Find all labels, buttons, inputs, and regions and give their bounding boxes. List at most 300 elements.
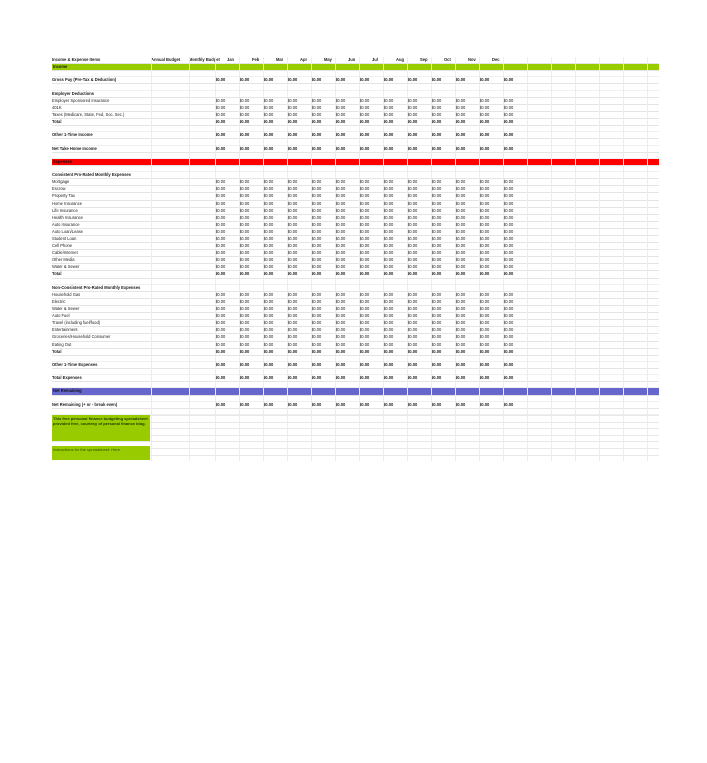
month-cell[interactable]: $0.00 xyxy=(263,306,274,312)
month-cell[interactable]: $0.00 xyxy=(263,243,274,249)
month-cell[interactable]: $0.00 xyxy=(479,77,490,83)
monthly-budget-cell[interactable]: $0.00 xyxy=(215,348,226,354)
month-cell[interactable]: $0.00 xyxy=(287,313,298,319)
month-cell[interactable]: $0.00 xyxy=(239,348,250,354)
month-cell[interactable]: $0.00 xyxy=(383,145,394,151)
month-cell[interactable]: $0.00 xyxy=(359,306,370,312)
annual-budget-header[interactable]: Annual Budget xyxy=(151,57,181,62)
month-cell[interactable]: $0.00 xyxy=(335,271,346,277)
month-cell[interactable]: $0.00 xyxy=(455,375,466,381)
month-cell[interactable]: $0.00 xyxy=(455,271,466,277)
month-cell[interactable]: $0.00 xyxy=(287,119,298,125)
month-cell[interactable]: $0.00 xyxy=(407,104,418,110)
month-cell[interactable]: $0.00 xyxy=(239,257,250,263)
month-cell[interactable]: $0.00 xyxy=(455,334,466,340)
month-cell[interactable]: $0.00 xyxy=(455,298,466,304)
month-cell[interactable]: $0.00 xyxy=(407,214,418,220)
month-cell[interactable]: $0.00 xyxy=(503,334,514,340)
monthly-budget-cell[interactable]: $0.00 xyxy=(215,132,226,138)
month-cell[interactable]: $0.00 xyxy=(407,250,418,256)
month-cell[interactable]: $0.00 xyxy=(359,375,370,381)
month-cell[interactable]: $0.00 xyxy=(263,298,274,304)
month-cell[interactable]: $0.00 xyxy=(383,334,394,340)
month-cell[interactable]: $0.00 xyxy=(431,257,442,263)
month-cell[interactable]: $0.00 xyxy=(431,361,442,367)
month-cell[interactable]: $0.00 xyxy=(383,221,394,227)
month-cell[interactable]: $0.00 xyxy=(479,298,490,304)
month-cell[interactable]: $0.00 xyxy=(263,361,274,367)
month-header-sep[interactable]: Sep xyxy=(420,57,428,62)
month-cell[interactable]: $0.00 xyxy=(431,214,442,220)
month-cell[interactable]: $0.00 xyxy=(311,327,322,333)
month-cell[interactable]: $0.00 xyxy=(503,320,514,326)
month-cell[interactable]: $0.00 xyxy=(359,119,370,125)
month-cell[interactable]: $0.00 xyxy=(359,186,370,192)
month-cell[interactable]: $0.00 xyxy=(263,375,274,381)
month-cell[interactable]: $0.00 xyxy=(335,193,346,199)
month-cell[interactable]: $0.00 xyxy=(239,243,250,249)
row-label[interactable]: Property Tax xyxy=(52,193,75,199)
monthly-budget-cell[interactable]: $0.00 xyxy=(215,271,226,277)
row-label[interactable]: Other 1-Time Expenses xyxy=(52,361,98,367)
row-label[interactable]: Household Gas xyxy=(52,291,81,297)
month-cell[interactable]: $0.00 xyxy=(455,132,466,138)
month-cell[interactable]: $0.00 xyxy=(407,236,418,241)
monthly-budget-cell[interactable]: $0.00 xyxy=(215,320,226,326)
month-cell[interactable]: $0.00 xyxy=(335,401,346,407)
month-cell[interactable]: $0.00 xyxy=(455,327,466,333)
month-cell[interactable]: $0.00 xyxy=(263,334,274,340)
month-cell[interactable]: $0.00 xyxy=(359,214,370,220)
month-cell[interactable]: $0.00 xyxy=(359,200,370,206)
month-cell[interactable]: $0.00 xyxy=(263,193,274,199)
monthly-budget-cell[interactable]: $0.00 xyxy=(215,257,226,263)
month-cell[interactable]: $0.00 xyxy=(335,361,346,367)
row-label[interactable]: Health Insurance xyxy=(52,214,83,220)
month-cell[interactable]: $0.00 xyxy=(335,375,346,381)
month-cell[interactable]: $0.00 xyxy=(407,401,418,407)
monthly-budget-cell[interactable]: $0.00 xyxy=(215,291,226,297)
month-cell[interactable]: $0.00 xyxy=(335,111,346,117)
month-cell[interactable]: $0.00 xyxy=(311,228,322,234)
month-cell[interactable]: $0.00 xyxy=(335,104,346,110)
month-cell[interactable]: $0.00 xyxy=(503,271,514,277)
month-cell[interactable]: $0.00 xyxy=(239,186,250,192)
month-header-jun[interactable]: Jun xyxy=(348,57,356,62)
month-cell[interactable]: $0.00 xyxy=(455,306,466,312)
month-cell[interactable]: $0.00 xyxy=(287,401,298,407)
month-cell[interactable]: $0.00 xyxy=(335,214,346,220)
month-cell[interactable]: $0.00 xyxy=(407,327,418,333)
month-cell[interactable]: $0.00 xyxy=(359,236,370,241)
month-cell[interactable]: $0.00 xyxy=(503,228,514,234)
month-cell[interactable]: $0.00 xyxy=(479,104,490,110)
row-label[interactable]: Total xyxy=(52,271,62,277)
month-cell[interactable]: $0.00 xyxy=(407,221,418,227)
row-label[interactable]: Electric xyxy=(52,298,66,304)
monthly-budget-cell[interactable]: $0.00 xyxy=(215,341,226,347)
month-cell[interactable]: $0.00 xyxy=(263,179,274,185)
row-label[interactable]: Total xyxy=(52,119,62,125)
month-cell[interactable]: $0.00 xyxy=(287,348,298,354)
month-cell[interactable]: $0.00 xyxy=(239,271,250,277)
month-cell[interactable]: $0.00 xyxy=(239,228,250,234)
month-cell[interactable]: $0.00 xyxy=(239,97,250,103)
month-cell[interactable]: $0.00 xyxy=(407,298,418,304)
month-cell[interactable]: $0.00 xyxy=(431,145,442,151)
month-cell[interactable]: $0.00 xyxy=(455,348,466,354)
month-cell[interactable]: $0.00 xyxy=(479,193,490,199)
month-cell[interactable]: $0.00 xyxy=(383,228,394,234)
month-cell[interactable]: $0.00 xyxy=(503,341,514,347)
month-cell[interactable]: $0.00 xyxy=(287,361,298,367)
month-cell[interactable]: $0.00 xyxy=(311,250,322,256)
row-label[interactable]: Income & Expense Items xyxy=(52,57,101,62)
month-cell[interactable]: $0.00 xyxy=(383,257,394,263)
month-cell[interactable]: $0.00 xyxy=(335,348,346,354)
month-cell[interactable]: $0.00 xyxy=(335,145,346,151)
month-cell[interactable]: $0.00 xyxy=(431,271,442,277)
month-cell[interactable]: $0.00 xyxy=(335,132,346,138)
month-cell[interactable]: $0.00 xyxy=(239,145,250,151)
instructions-link[interactable]: Instructions for the spreadsheet: Here xyxy=(52,446,150,460)
month-cell[interactable]: $0.00 xyxy=(503,145,514,151)
month-cell[interactable]: $0.00 xyxy=(407,341,418,347)
month-header-apr[interactable]: Apr xyxy=(300,57,308,62)
month-cell[interactable]: $0.00 xyxy=(479,221,490,227)
month-cell[interactable]: $0.00 xyxy=(359,334,370,340)
month-cell[interactable]: $0.00 xyxy=(431,228,442,234)
month-cell[interactable]: $0.00 xyxy=(263,221,274,227)
month-cell[interactable]: $0.00 xyxy=(479,97,490,103)
month-cell[interactable]: $0.00 xyxy=(335,186,346,192)
month-cell[interactable]: $0.00 xyxy=(287,186,298,192)
month-cell[interactable]: $0.00 xyxy=(383,200,394,206)
month-cell[interactable]: $0.00 xyxy=(359,104,370,110)
month-cell[interactable]: $0.00 xyxy=(311,214,322,220)
month-cell[interactable]: $0.00 xyxy=(503,193,514,199)
month-cell[interactable]: $0.00 xyxy=(287,193,298,199)
month-cell[interactable]: $0.00 xyxy=(287,341,298,347)
month-cell[interactable]: $0.00 xyxy=(407,313,418,319)
month-cell[interactable]: $0.00 xyxy=(239,104,250,110)
month-cell[interactable]: $0.00 xyxy=(455,291,466,297)
month-cell[interactable]: $0.00 xyxy=(359,291,370,297)
month-cell[interactable]: $0.00 xyxy=(479,228,490,234)
month-cell[interactable]: $0.00 xyxy=(431,327,442,333)
monthly-budget-cell[interactable]: $0.00 xyxy=(215,298,226,304)
month-cell[interactable]: $0.00 xyxy=(239,334,250,340)
row-label[interactable]: Total Expenses xyxy=(52,375,82,381)
row-label[interactable]: Net Take Home Income xyxy=(52,145,97,151)
month-cell[interactable]: $0.00 xyxy=(383,361,394,367)
month-cell[interactable]: $0.00 xyxy=(455,186,466,192)
month-cell[interactable]: $0.00 xyxy=(311,257,322,263)
month-cell[interactable]: $0.00 xyxy=(383,243,394,249)
month-cell[interactable]: $0.00 xyxy=(431,200,442,206)
row-label[interactable]: Water & Sewer xyxy=(52,306,80,312)
row-label[interactable]: Cell Phone xyxy=(52,243,73,249)
month-cell[interactable]: $0.00 xyxy=(383,179,394,185)
month-cell[interactable]: $0.00 xyxy=(239,313,250,319)
month-cell[interactable]: $0.00 xyxy=(479,111,490,117)
month-cell[interactable]: $0.00 xyxy=(287,132,298,138)
month-cell[interactable]: $0.00 xyxy=(311,111,322,117)
month-cell[interactable]: $0.00 xyxy=(311,341,322,347)
month-cell[interactable]: $0.00 xyxy=(431,179,442,185)
month-cell[interactable]: $0.00 xyxy=(383,320,394,326)
month-cell[interactable]: $0.00 xyxy=(239,341,250,347)
month-cell[interactable]: $0.00 xyxy=(263,119,274,125)
row-label[interactable]: Consistent Pro-Rated Monthly Expenses xyxy=(52,172,131,178)
month-cell[interactable]: $0.00 xyxy=(431,221,442,227)
month-cell[interactable]: $0.00 xyxy=(479,348,490,354)
month-cell[interactable]: $0.00 xyxy=(407,145,418,151)
month-cell[interactable]: $0.00 xyxy=(503,348,514,354)
month-cell[interactable]: $0.00 xyxy=(479,361,490,367)
month-cell[interactable]: $0.00 xyxy=(383,214,394,220)
month-cell[interactable]: $0.00 xyxy=(359,207,370,213)
month-cell[interactable]: $0.00 xyxy=(287,375,298,381)
month-cell[interactable]: $0.00 xyxy=(455,341,466,347)
month-cell[interactable]: $0.00 xyxy=(383,313,394,319)
month-cell[interactable]: $0.00 xyxy=(239,375,250,381)
month-cell[interactable]: $0.00 xyxy=(503,214,514,220)
month-cell[interactable]: $0.00 xyxy=(431,250,442,256)
month-cell[interactable]: $0.00 xyxy=(335,257,346,263)
month-cell[interactable]: $0.00 xyxy=(431,264,442,270)
month-cell[interactable]: $0.00 xyxy=(431,186,442,192)
month-cell[interactable]: $0.00 xyxy=(239,236,250,241)
month-cell[interactable]: $0.00 xyxy=(407,207,418,213)
month-cell[interactable]: $0.00 xyxy=(263,186,274,192)
month-cell[interactable]: $0.00 xyxy=(431,401,442,407)
monthly-budget-cell[interactable]: $0.00 xyxy=(215,111,226,117)
month-cell[interactable]: $0.00 xyxy=(239,320,250,326)
month-cell[interactable]: $0.00 xyxy=(359,179,370,185)
month-cell[interactable]: $0.00 xyxy=(311,221,322,227)
month-cell[interactable]: $0.00 xyxy=(263,327,274,333)
row-label[interactable]: Auto Fuel xyxy=(52,313,70,319)
month-cell[interactable]: $0.00 xyxy=(287,250,298,256)
row-label[interactable]: Other Media xyxy=(52,257,75,263)
monthly-budget-cell[interactable]: $0.00 xyxy=(215,250,226,256)
month-cell[interactable]: $0.00 xyxy=(503,97,514,103)
month-cell[interactable]: $0.00 xyxy=(335,179,346,185)
month-cell[interactable]: $0.00 xyxy=(287,243,298,249)
month-cell[interactable]: $0.00 xyxy=(431,132,442,138)
month-cell[interactable]: $0.00 xyxy=(359,361,370,367)
month-cell[interactable]: $0.00 xyxy=(479,200,490,206)
month-cell[interactable]: $0.00 xyxy=(407,348,418,354)
row-label[interactable]: Non-Consistent Pro-Rated Monthly Expenses xyxy=(52,284,141,290)
month-cell[interactable]: $0.00 xyxy=(263,132,274,138)
monthly-budget-cell[interactable]: $0.00 xyxy=(215,104,226,110)
month-cell[interactable]: $0.00 xyxy=(263,313,274,319)
row-label[interactable]: Eating Out xyxy=(52,341,72,347)
month-cell[interactable]: $0.00 xyxy=(287,298,298,304)
month-cell[interactable]: $0.00 xyxy=(311,243,322,249)
month-cell[interactable]: $0.00 xyxy=(311,375,322,381)
month-cell[interactable]: $0.00 xyxy=(455,236,466,241)
month-cell[interactable]: $0.00 xyxy=(335,341,346,347)
month-cell[interactable]: $0.00 xyxy=(335,119,346,125)
month-cell[interactable]: $0.00 xyxy=(359,341,370,347)
monthly-budget-cell[interactable]: $0.00 xyxy=(215,97,226,103)
month-cell[interactable]: $0.00 xyxy=(263,401,274,407)
month-cell[interactable]: $0.00 xyxy=(263,320,274,326)
month-cell[interactable]: $0.00 xyxy=(311,145,322,151)
month-cell[interactable]: $0.00 xyxy=(503,361,514,367)
month-cell[interactable]: $0.00 xyxy=(479,179,490,185)
month-cell[interactable]: $0.00 xyxy=(335,334,346,340)
month-header-jul[interactable]: Jul xyxy=(372,57,378,62)
monthly-budget-cell[interactable]: $0.00 xyxy=(215,207,226,213)
month-cell[interactable]: $0.00 xyxy=(383,104,394,110)
monthly-budget-cell[interactable]: $0.00 xyxy=(215,145,226,151)
month-cell[interactable]: $0.00 xyxy=(455,77,466,83)
month-cell[interactable]: $0.00 xyxy=(311,97,322,103)
month-cell[interactable]: $0.00 xyxy=(239,119,250,125)
month-cell[interactable]: $0.00 xyxy=(455,111,466,117)
month-cell[interactable]: $0.00 xyxy=(335,207,346,213)
month-cell[interactable]: $0.00 xyxy=(431,193,442,199)
month-cell[interactable]: $0.00 xyxy=(431,236,442,241)
month-cell[interactable]: $0.00 xyxy=(311,186,322,192)
month-cell[interactable]: $0.00 xyxy=(287,320,298,326)
month-cell[interactable]: $0.00 xyxy=(455,228,466,234)
month-cell[interactable]: $0.00 xyxy=(383,132,394,138)
month-header-aug[interactable]: Aug xyxy=(396,57,404,62)
month-cell[interactable]: $0.00 xyxy=(287,334,298,340)
month-cell[interactable]: $0.00 xyxy=(335,236,346,241)
row-label[interactable]: Cable/Internet xyxy=(52,250,78,256)
monthly-budget-cell[interactable]: $0.00 xyxy=(215,375,226,381)
month-cell[interactable]: $0.00 xyxy=(263,207,274,213)
row-label[interactable]: Other 1-Time Income xyxy=(52,132,93,138)
month-cell[interactable]: $0.00 xyxy=(239,193,250,199)
month-cell[interactable]: $0.00 xyxy=(503,257,514,263)
month-cell[interactable]: $0.00 xyxy=(455,207,466,213)
row-label[interactable]: Net Remaining (+ or - break even) xyxy=(52,401,118,407)
month-cell[interactable]: $0.00 xyxy=(407,111,418,117)
month-cell[interactable]: $0.00 xyxy=(383,348,394,354)
month-cell[interactable]: $0.00 xyxy=(263,200,274,206)
month-cell[interactable]: $0.00 xyxy=(383,236,394,241)
month-cell[interactable]: $0.00 xyxy=(359,228,370,234)
month-cell[interactable]: $0.00 xyxy=(455,104,466,110)
monthly-budget-cell[interactable]: $0.00 xyxy=(215,119,226,125)
row-label[interactable]: Income xyxy=(53,64,68,70)
month-cell[interactable]: $0.00 xyxy=(287,271,298,277)
month-cell[interactable]: $0.00 xyxy=(263,271,274,277)
month-cell[interactable]: $0.00 xyxy=(455,320,466,326)
month-cell[interactable]: $0.00 xyxy=(287,264,298,270)
month-cell[interactable]: $0.00 xyxy=(479,375,490,381)
month-cell[interactable]: $0.00 xyxy=(383,186,394,192)
month-cell[interactable]: $0.00 xyxy=(431,341,442,347)
month-cell[interactable]: $0.00 xyxy=(263,291,274,297)
month-cell[interactable]: $0.00 xyxy=(359,313,370,319)
month-cell[interactable]: $0.00 xyxy=(263,250,274,256)
month-cell[interactable]: $0.00 xyxy=(287,214,298,220)
month-cell[interactable]: $0.00 xyxy=(503,207,514,213)
row-label[interactable]: Travel (including fuel/food) xyxy=(52,320,101,326)
month-cell[interactable]: $0.00 xyxy=(359,193,370,199)
month-cell[interactable]: $0.00 xyxy=(479,306,490,312)
month-cell[interactable]: $0.00 xyxy=(335,306,346,312)
monthly-budget-cell[interactable]: $0.00 xyxy=(215,264,226,270)
month-cell[interactable]: $0.00 xyxy=(359,77,370,83)
month-cell[interactable]: $0.00 xyxy=(479,119,490,125)
month-cell[interactable]: $0.00 xyxy=(503,200,514,206)
month-cell[interactable]: $0.00 xyxy=(503,306,514,312)
month-cell[interactable]: $0.00 xyxy=(383,250,394,256)
month-cell[interactable]: $0.00 xyxy=(239,200,250,206)
month-cell[interactable]: $0.00 xyxy=(239,264,250,270)
month-cell[interactable]: $0.00 xyxy=(335,313,346,319)
month-cell[interactable]: $0.00 xyxy=(455,200,466,206)
month-cell[interactable]: $0.00 xyxy=(431,306,442,312)
month-cell[interactable]: $0.00 xyxy=(311,200,322,206)
month-cell[interactable]: $0.00 xyxy=(503,221,514,227)
month-cell[interactable]: $0.00 xyxy=(503,264,514,270)
month-cell[interactable]: $0.00 xyxy=(431,320,442,326)
month-cell[interactable]: $0.00 xyxy=(311,236,322,241)
month-cell[interactable]: $0.00 xyxy=(503,119,514,125)
month-cell[interactable]: $0.00 xyxy=(311,193,322,199)
month-cell[interactable]: $0.00 xyxy=(455,250,466,256)
month-header-dec[interactable]: Dec xyxy=(492,57,500,62)
month-cell[interactable]: $0.00 xyxy=(479,320,490,326)
month-cell[interactable]: $0.00 xyxy=(359,401,370,407)
month-cell[interactable]: $0.00 xyxy=(455,193,466,199)
month-cell[interactable]: $0.00 xyxy=(263,97,274,103)
row-label[interactable]: Life Insurance xyxy=(52,207,78,213)
month-cell[interactable]: $0.00 xyxy=(431,313,442,319)
month-cell[interactable]: $0.00 xyxy=(383,207,394,213)
monthly-budget-cell[interactable]: $0.00 xyxy=(215,179,226,185)
month-cell[interactable]: $0.00 xyxy=(407,306,418,312)
month-cell[interactable]: $0.00 xyxy=(383,401,394,407)
month-cell[interactable]: $0.00 xyxy=(503,243,514,249)
row-label[interactable]: Groceries/Household Consumer xyxy=(52,334,111,340)
monthly-budget-header[interactable]: Monthly Budget xyxy=(189,57,220,62)
month-cell[interactable]: $0.00 xyxy=(359,271,370,277)
month-cell[interactable]: $0.00 xyxy=(311,401,322,407)
month-cell[interactable]: $0.00 xyxy=(479,257,490,263)
month-cell[interactable]: $0.00 xyxy=(479,334,490,340)
month-cell[interactable]: $0.00 xyxy=(335,97,346,103)
month-cell[interactable]: $0.00 xyxy=(455,264,466,270)
month-cell[interactable]: $0.00 xyxy=(431,334,442,340)
month-cell[interactable]: $0.00 xyxy=(479,291,490,297)
month-cell[interactable]: $0.00 xyxy=(239,77,250,83)
month-cell[interactable]: $0.00 xyxy=(287,221,298,227)
month-cell[interactable]: $0.00 xyxy=(359,221,370,227)
month-cell[interactable]: $0.00 xyxy=(239,132,250,138)
row-label[interactable]: 401K xyxy=(52,104,62,110)
month-cell[interactable]: $0.00 xyxy=(263,77,274,83)
monthly-budget-cell[interactable]: $0.00 xyxy=(215,228,226,234)
month-cell[interactable]: $0.00 xyxy=(239,361,250,367)
month-cell[interactable]: $0.00 xyxy=(479,132,490,138)
month-cell[interactable]: $0.00 xyxy=(455,243,466,249)
month-cell[interactable]: $0.00 xyxy=(503,186,514,192)
month-cell[interactable]: $0.00 xyxy=(407,361,418,367)
monthly-budget-cell[interactable]: $0.00 xyxy=(215,334,226,340)
month-cell[interactable]: $0.00 xyxy=(455,119,466,125)
